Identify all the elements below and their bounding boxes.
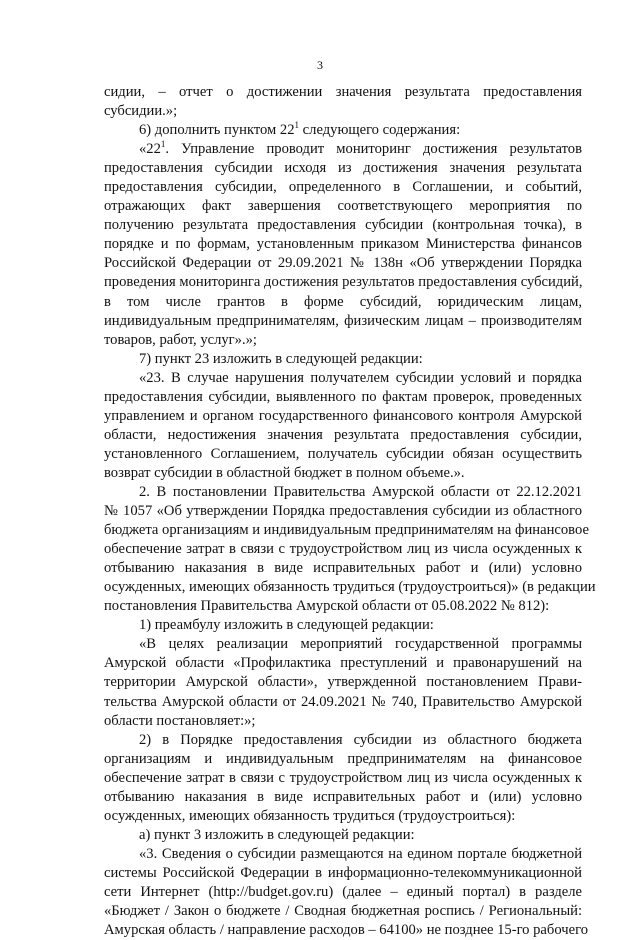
line-text: установленного Соглашением, получатель субсидии обязан осуществить [104,445,582,462]
line-text: отбыванию наказания в виде исправительных работ и (или) условно [104,560,582,577]
line-text: а) пункт 3 изложить в следующей редакции: [139,826,415,843]
line-text: отражающих факт завершения соответствующего мероприятия по [104,198,582,215]
line-text: товаров, работ, услуг».»; [104,331,257,348]
text-line [104,426,582,445]
superscript: 1 [294,120,300,131]
text-line [104,407,582,426]
text-line [104,616,582,635]
text-line [104,350,582,369]
text-line [104,178,582,197]
text-line [104,483,582,502]
line-text: обеспечение затрат в связи с трудоустройством лиц из числа осужденных к [104,769,582,786]
line-text: 6) дополнить пунктом 22 [139,122,295,139]
superscript: 1 [160,139,166,150]
text-line [104,578,596,597]
line-text: области, недостижения значения результата предоставления субсидии, [104,426,582,443]
text-line [104,254,582,273]
line-text: отбыванию наказания в виде исправительных работ и (или) условно [104,788,582,805]
text-line [104,273,582,292]
text-line [104,559,582,578]
line-text: «В целях реализации мероприятий государственной программы [139,636,582,653]
line-text: предоставления субсидии, определенного в Соглашении, и событий, [104,179,582,196]
text-line [104,693,582,712]
line-text: осужденных, имеющих обязанность трудиться (трудоустроиться): [104,807,516,824]
document-body [104,83,596,940]
text-line [104,807,582,826]
text-line [104,197,582,216]
text-line [104,788,582,807]
text-line [104,83,582,102]
line-text: территории Амурской области», утвержденной постановлением Прави- [104,674,582,691]
line-text: осужденных, имеющих обязанность трудиться (трудоустроиться)» (в редакции [104,579,596,596]
text-line [104,731,582,750]
line-text: сети Интернет (http://budget.gov.ru) (далее – единый портал) в разделе [104,883,582,900]
line-text: области постановляет:»; [104,712,256,729]
line-text: управлением и органом государственного финансового контроля Амурской [104,407,582,424]
text-line [104,464,582,483]
line-text: возврат субсидии в областной бюджет в полном объеме.». [104,464,465,481]
text-line [104,216,582,235]
line-text: «Бюджет / Закон о бюджете / Сводная бюджетная роспись / Региональный: [104,903,582,920]
text-line [104,369,582,388]
line-text: порядке и по формам, установленным приказом Министерства финансов [104,236,582,253]
line-text: предоставления субсидии, выявленного по фактам проверок, проведенных [104,388,582,405]
text-line [104,331,582,350]
text-line [104,864,582,883]
line-text: индивидуальным предпринимателям, физическим лицам – производителям [104,312,582,329]
text-line [104,883,582,902]
text-line [104,121,582,140]
text-line [104,312,582,331]
line-text: «3. Сведения о субсидии размещаются на едином портале бюджетной [139,845,582,862]
line-text-continued: . Управление проводит мониторинг достижения результатов [165,141,582,158]
text-line [104,750,582,769]
text-line [104,521,589,540]
text-line [104,921,588,940]
line-text: обеспечение затрат в связи с трудоустройством лиц из числа осужденных к [104,541,582,558]
line-text: получению результата предоставления субсидии (контрольная точка), в [104,217,582,234]
text-line [104,712,582,731]
text-line [104,769,582,788]
line-text: 2. В постановлении Правительства Амурской области от 22.12.2021 [139,483,582,500]
text-line [104,235,582,254]
text-line [104,159,582,178]
page-number: 3 [317,58,323,72]
line-text: 2) в Порядке предоставления субсидии из областного бюджета [139,731,582,748]
line-text: бюджета организациям и индивидуальным предпринимателям на финансовое [104,522,589,539]
line-text: сидии, – отчет о достижении значения результата предоставления [104,84,582,100]
line-text: системы Российской Федерации в информационно-телекоммуникационной [104,864,582,881]
line-text: субсидии.»; [104,103,178,120]
line-text: проведения мониторинга достижения результатов предоставления субсидий, [104,274,583,291]
line-text: тельства Амурской области от 24.09.2021 № 740, Правительство Амурской [104,693,582,710]
line-text: «23. В случае нарушения получателем субсидии условий и порядка [139,369,582,386]
line-text: организациям и индивидуальным предпринимателям на финансовое [104,750,582,767]
line-text: № 1057 «Об утверждении Порядка предоставления субсидии из областного [104,503,582,520]
line-text: 7) пункт 23 изложить в следующей редакции: [139,350,423,367]
line-text: постановления Правительства Амурской области от 05.08.2022 № 812): [104,598,550,615]
text-line [104,293,582,312]
line-text: предоставления субсидии исходя из достижения значения результата [104,160,582,177]
text-line [104,445,582,464]
text-line [104,388,582,407]
line-text: Амурская область / направление расходов – 64100» не позднее 15-го рабочего [104,922,588,939]
line-text: Российской Федерации от 29.09.2021 № 138н «Об утверждении Порядка [104,255,582,272]
text-line [104,654,582,673]
text-line [104,540,582,559]
line-text: в том числе грантов в форме субсидий, юридическим лицам, [104,293,582,310]
line-text: 1) преамбулу изложить в следующей редакции: [139,617,434,634]
text-line [104,502,582,521]
text-line [104,635,582,654]
text-line [104,845,582,864]
text-line [104,140,582,159]
text-line [104,102,582,121]
line-text-continued: следующего содержания: [299,122,461,139]
line-text: Амурской области «Профилактика преступлений и правонарушений на [104,655,582,672]
line-text: «22 [139,141,161,158]
text-line [104,597,582,616]
text-line [104,826,582,845]
text-line [104,673,582,692]
